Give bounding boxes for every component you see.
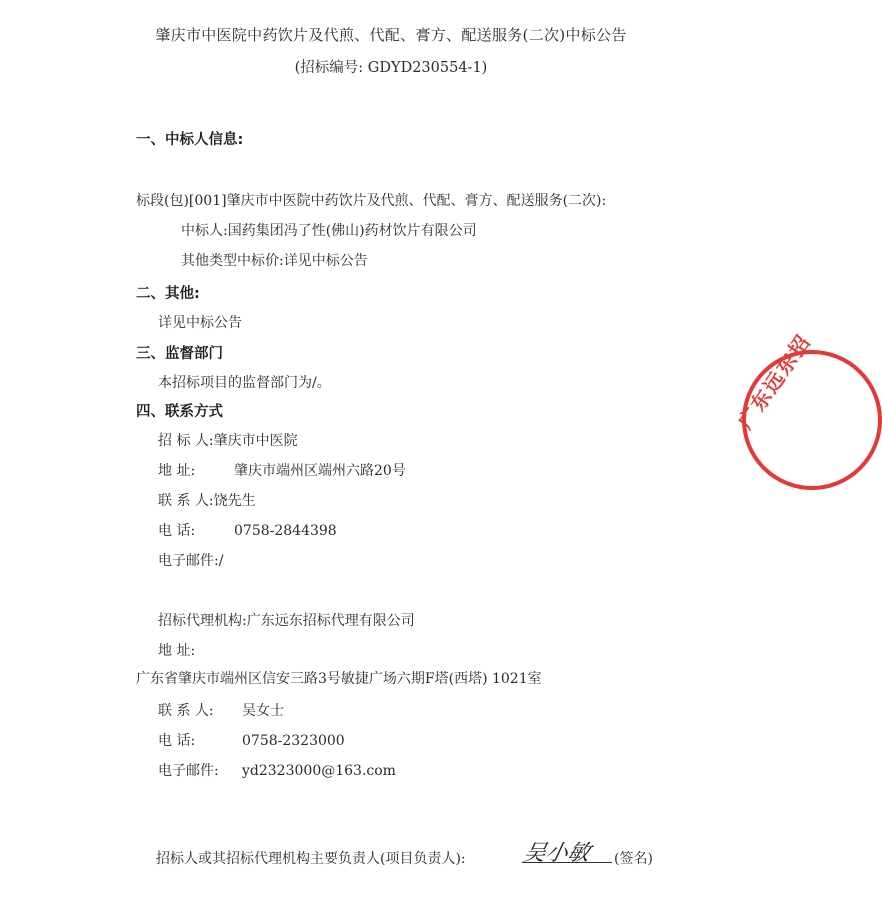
other-price-value: 详见中标公告 <box>283 253 368 269</box>
agency-email-row <box>158 760 396 780</box>
agency-contact-label: 联 系 人: <box>158 703 214 719</box>
page-title: 肇庆市中医院中药饮片及代煎、代配、膏方、配送服务(二次)中标公告 <box>155 26 627 44</box>
other-price-row <box>181 250 368 270</box>
tenderer-phone-label: 电 话: <box>158 523 196 539</box>
tenderer-email-value: / <box>218 553 224 569</box>
agency-phone-value: 0758-2323000 <box>242 733 345 749</box>
agency-address-label: 地 址: <box>158 643 196 659</box>
agency-contact-row <box>158 700 284 720</box>
winner-label: 中标人: <box>181 223 228 239</box>
supervision-text: 本招标项目的监督部门为/。 <box>158 375 331 391</box>
signature-underline <box>522 862 612 863</box>
agency-address-value: 广东省肇庆市端州区信安三路3号敏捷广场六期F塔(西塔) 1021室 <box>136 671 542 687</box>
agency-name-label: 招标代理机构: <box>158 613 247 629</box>
tenderer-phone-row <box>158 520 337 540</box>
section-heading-other: 二、其他: <box>136 286 200 302</box>
agency-name-row <box>158 610 415 630</box>
agency-contact-value: 吴女士 <box>242 703 284 719</box>
agency-name-value: 广东远东招标代理有限公司 <box>246 613 415 629</box>
section-heading-winner-info: 一、中标人信息: <box>136 132 244 148</box>
tenderer-contact-value: 饶先生 <box>213 493 256 509</box>
agency-phone-label: 电 话: <box>158 733 196 749</box>
agency-email-label: 电子邮件: <box>158 763 219 779</box>
handwritten-signature: 吴小敏 <box>520 841 593 866</box>
tenderer-email-label: 电子邮件: <box>158 553 219 569</box>
tenderer-contact-label: 联 系 人: <box>158 493 214 509</box>
other-price-label: 其他类型中标价: <box>181 253 284 269</box>
agency-phone-row <box>158 730 345 750</box>
tenderer-phone-value: 0758-2844398 <box>234 523 337 539</box>
tender-number: (招标编号: GDYD230554-1) <box>294 60 488 76</box>
other-text: 详见中标公告 <box>158 315 242 331</box>
tenderer-email-row <box>158 550 223 570</box>
seal-text: 广东远东招 <box>733 329 816 434</box>
section-heading-supervision: 三、监督部门 <box>136 346 223 362</box>
agency-email-value: yd2323000@163.com <box>242 763 396 779</box>
tenderer-name-label: 招 标 人: <box>158 433 214 449</box>
tenderer-contact-row <box>158 490 256 510</box>
tenderer-name-value: 肇庆市中医院 <box>213 433 298 449</box>
tenderer-name-row <box>158 430 298 450</box>
section-heading-contact: 四、联系方式 <box>136 404 223 420</box>
tenderer-address-value: 肇庆市端州区端州六路20号 <box>234 463 406 479</box>
lot-description: 标段(包)[001]肇庆市中医院中药饮片及代煎、代配、膏方、配送服务(二次): <box>136 193 607 209</box>
winner-value: 国药集团冯了性(佛山)药材饮片有限公司 <box>227 223 477 239</box>
signature-label: 招标人或其招标代理机构主要负责人(项目负责人): <box>156 851 466 867</box>
tenderer-address-label: 地 址: <box>158 463 196 479</box>
winner-row <box>181 220 477 240</box>
tenderer-address-row <box>158 460 406 480</box>
signature-suffix: (签名) <box>614 851 653 867</box>
official-seal-stamp <box>733 329 882 490</box>
